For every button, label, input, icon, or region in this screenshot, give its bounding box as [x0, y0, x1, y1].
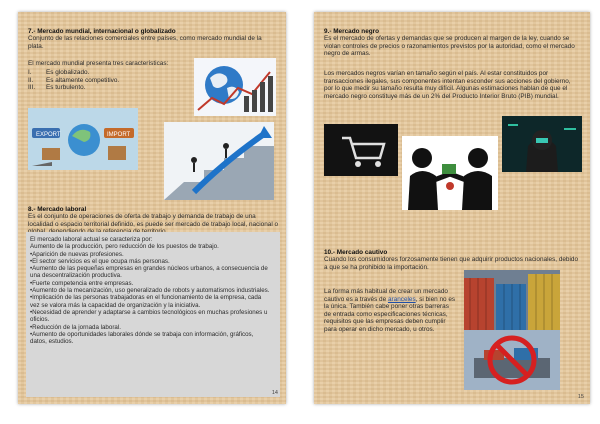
labor-market-box [26, 232, 280, 397]
list-item: III. Es turbulento. [28, 84, 86, 92]
export-label: EXPORT [36, 132, 61, 138]
list-item: •Reducción de la jornada laboral. [30, 323, 121, 331]
list-item: I. Es globalizado. [28, 69, 90, 76]
list-item: •Implicación de las personas trabajadoras en el funcionamiento de la empresa, cada vez se valora más la capacidad de organización y la iniciativa. [30, 294, 262, 309]
section7-intro: El mercado mundial presenta tres características: [28, 60, 169, 67]
list-item: •Aumento de oportunidades laborales dónde se trabaja con información, gráficos, datos, estudios. [30, 330, 254, 346]
prohibited-image [464, 330, 560, 390]
list-item: •Fuerte competencia entre empresas. [30, 279, 134, 287]
left-page [18, 12, 286, 404]
export-import-image [28, 108, 138, 170]
containers-image [464, 270, 560, 330]
section7-list [28, 69, 178, 92]
list-item: Aumento de la producción, pero reducción de los puestos de trabajo. [30, 243, 219, 251]
section8-heading: 8.- Mercado laboral [28, 206, 87, 213]
list-item: II. Es altamente competitivo. [28, 76, 120, 84]
aranceles-link[interactable]: aranceles [387, 295, 416, 303]
list-item: •Aparición de nuevas profesiones. [30, 250, 124, 258]
right-page [314, 12, 590, 404]
page-number: 15 [577, 394, 584, 400]
box-intro: El mercado laboral actual se caracteriza por: [30, 236, 153, 243]
section9-body2: Los mercados negros varían en tamaño según el país. Al estar constituidos por transacciones ilegales, sus componentes intentan esconder sus acciones del gobierno, por lo que medir su tamaño resulta muy difícil. Algunas estimaciones hablan de que el mercado negro constituye más de un 2% del Producto Interior Bruto (PIB) mundial. [324, 70, 571, 100]
section9-heading: 9.- Mercado negro [324, 28, 380, 35]
section9-body: Es el mercado de ofertas y demandas que se producen al margen de la ley, cuando se violan controles de precios o razonamientos previstos por la autoridad, como el mercado negro de armas. [324, 35, 575, 58]
section10-heading: 10.- Mercado cautivo [324, 249, 388, 256]
section10-paragraph: La forma más habitual de crear un mercado cautivo es a través de aranceles, si bien no es la única. También cabe poner otras barreras de entrada como especificaciones técnicas, requisitos que las empresas deben cumplir para operar en dicho mercado, u otros. [324, 288, 456, 333]
global-market-image [194, 58, 276, 116]
list-item: •El sector servicios es el que ocupa más personas. [30, 257, 170, 265]
section10-body: Cuando los consumidores forzosamente tienen que adquirir productos nacionales, debido a que se ha prohibido la importación. [324, 256, 579, 271]
hacker-image [502, 116, 582, 172]
section7-body: Conjunto de las relaciones comerciales entre países, como mercado mundial de la plata. [28, 35, 262, 50]
list-item: •Aumento de la mecanización, uso generalizado de robots y automatismos industriales. [30, 287, 270, 295]
list-item: •Aumento de las pequeñas empresas en grandes núcleos urbanos, a consecuencia de una descentralización productiva. [30, 265, 268, 280]
growth-stairs-image [164, 122, 274, 200]
page-number: 14 [271, 390, 278, 396]
section7-heading: 7.- Mercado mundial, internacional o globalizado [28, 28, 176, 35]
section8-body: Es el conjunto de operaciones de oferta de trabajo y demanda de trabajo de una localidad o espacio territorial definido, es puede ser mercado de trabajo local, nacional o [28, 213, 279, 228]
import-label: IMPORT [107, 132, 131, 138]
exchange-image [402, 136, 498, 210]
cart-image [324, 124, 398, 176]
list-item: •Necesidad de aprender y adaptarse a cambios tecnológicos en muchas profesiones u oficios. [30, 308, 268, 324]
